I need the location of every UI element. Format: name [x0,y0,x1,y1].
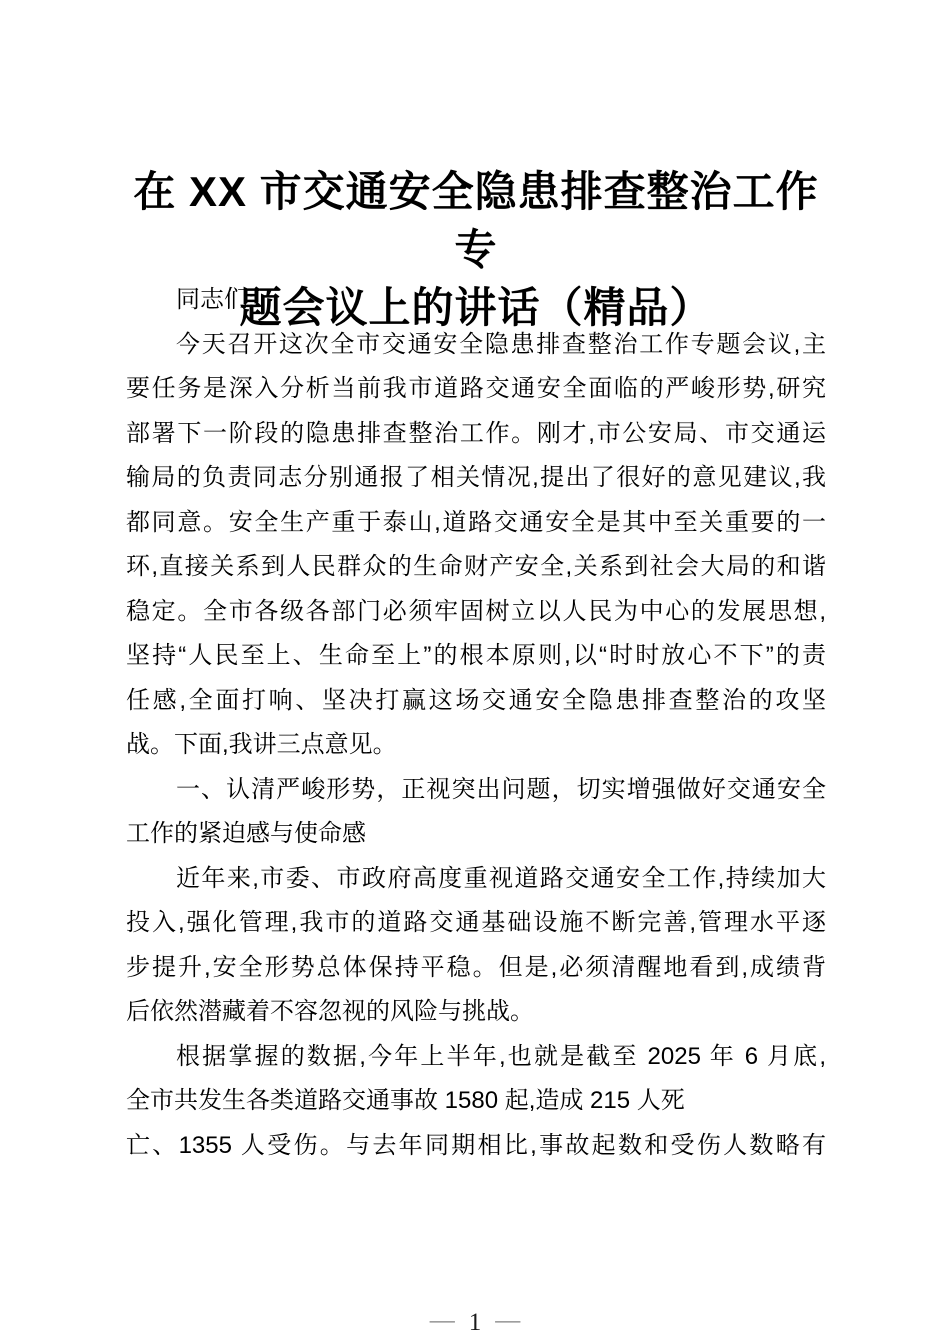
text-line: 根据掌握的数据,今年上半年,也就是截至 2025 年 6 月底, [176,1042,826,1070]
title-line-2: 题会议上的讲话（精品） [239,284,713,331]
paragraph-recent-years [126,857,826,1035]
paragraph-statistics [126,1035,826,1169]
document-body [126,278,826,1168]
text-line: 步提升,安全形势总体保持平稳。但是,必须清醒地看到,成绩背 [126,953,826,981]
text-line: 战。下面,我讲三点意见。 [126,731,397,758]
text-line: 部署下一阶段的隐患排查整治工作。刚才,市公安局、市交通运 [126,419,826,447]
footer-dash-right: — [495,1307,521,1334]
text-line: 同志们: [176,286,255,313]
page-footer [0,1308,950,1338]
text-line: 要任务是深入分析当前我市道路交通安全面临的严峻形势,研究 [126,375,826,402]
text-line: 坚持“人民至上、生命至上”的根本原则,以“时时放心不下”的责 [126,642,826,669]
text-line: 近年来,市委、市政府高度重视道路交通安全工作,持续加大 [176,864,826,892]
text-line: 亡、1355 人受伤。与去年同期相比,事故起数和受伤人数略有 [126,1131,826,1159]
text-line: 输局的负责同志分别通报了相关情况,提出了很好的意见建议,我 [126,464,826,491]
heading-line: 工作的紧迫感与使命感 [126,820,366,847]
paragraph-salutation [126,278,826,323]
text-line: 环,直接关系到人民群众的生命财产安全,关系到社会大局的和谐 [126,553,826,580]
heading-line: 一、认清严峻形势，正视突出问题，切实增强做好交通安全 [176,775,826,803]
text-line: 都同意。安全生产重于泰山,道路交通安全是其中至关重要的一 [126,508,826,536]
paragraph-intro [126,323,826,768]
footer-dash-left: — [429,1307,455,1334]
title-line-1: 在 XX 市交通安全隐患排查整治工作专 [133,168,819,273]
text-line: 任感,全面打响、坚决打赢这场交通安全隐患排查整治的攻坚 [126,686,826,714]
text-line: 今天召开这次全市交通安全隐患排查整治工作专题会议,主 [176,330,826,358]
page-number: 1 [468,1309,482,1336]
text-line: 投入,强化管理,我市的道路交通基础设施不断完善,管理水平逐 [126,909,826,936]
text-line: 稳定。全市各级各部门必须牢固树立以人民为中心的发展思想, [126,597,826,625]
section-heading-1 [126,768,826,857]
text-line: 全市共发生各类道路交通事故 1580 起,造成 215 人死 [126,1087,685,1114]
text-line: 后依然潜藏着不容忽视的风险与挑战。 [126,998,534,1025]
